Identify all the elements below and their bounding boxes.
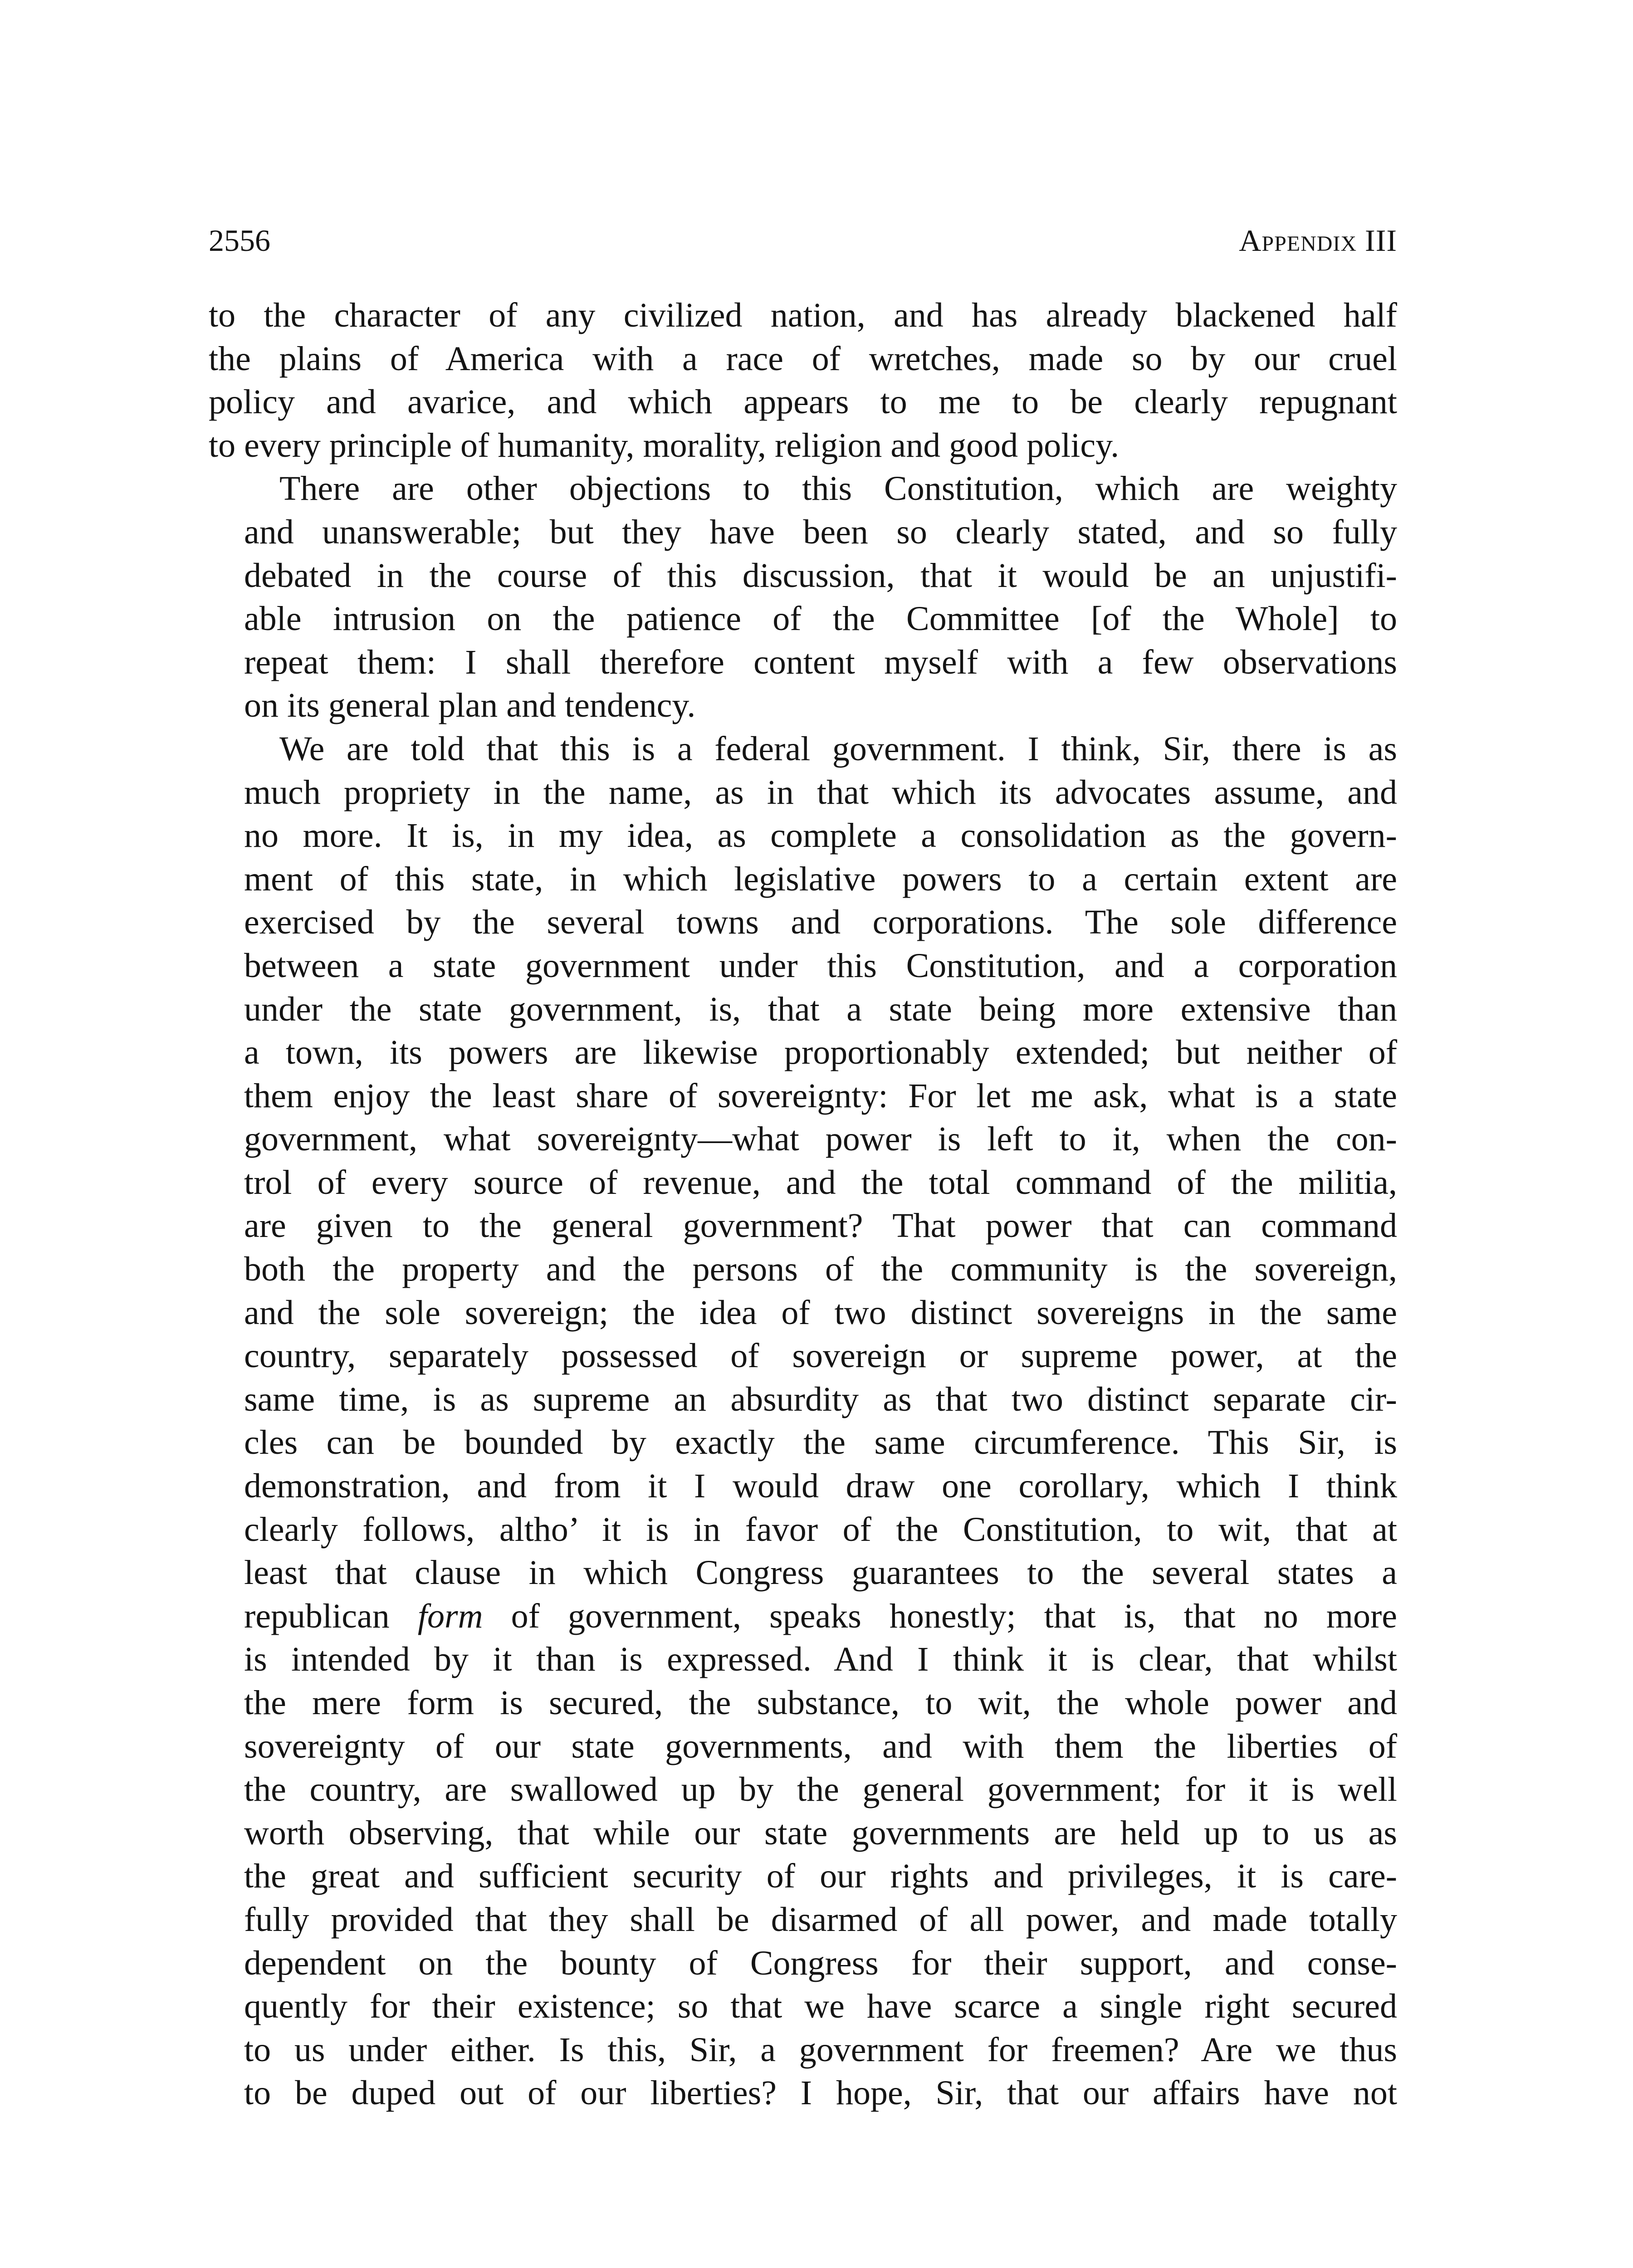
text-line: the mere form is secured, the substance, to wit, the whole power and — [244, 1684, 1397, 1722]
text-line: to every principle of humanity, morality, religion and good policy. — [209, 426, 1120, 464]
text-line: to the character of any civilized nation, and has already blackened half — [209, 296, 1397, 334]
text-line: them enjoy the least share of sovereignty: For let me ask, what is a state — [244, 1076, 1397, 1115]
text-line: much propriety in the name, as in that which its advocates assume, and — [244, 773, 1397, 811]
document-page — [209, 213, 1397, 2115]
text-line: fully provided that they shall be disarmed of all power, and made totally — [244, 1900, 1397, 1939]
text-line: We are told that this is a federal government. I think, Sir, there is as — [279, 729, 1397, 768]
running-header — [209, 213, 1397, 268]
text-line: to be duped out of our liberties? I hope, Sir, that our affairs have not — [244, 2074, 1397, 2112]
text-line: policy and avarice, and which appears to me to be clearly repugnant — [209, 383, 1397, 421]
text-line: a town, its powers are likewise proportionably extended; but neither of — [244, 1033, 1397, 1072]
body-text — [209, 294, 1397, 2115]
text-line: able intrusion on the patience of the Committee [of the Whole] to — [244, 600, 1397, 638]
text-line: and unanswerable; but they have been so clearly stated, and so fully — [244, 513, 1397, 551]
text-line: clearly follows, altho’ it is in favor of the Constitution, to wit, that at — [244, 1510, 1397, 1549]
text-line: dependent on the bounty of Congress for their support, and conse- — [244, 1944, 1397, 1982]
text-line: both the property and the persons of the community is the sovereign, — [244, 1250, 1397, 1289]
text-line: debated in the course of this discussion, that it would be an unjustifi- — [244, 556, 1397, 595]
text-line: on its general plan and tendency. — [244, 686, 696, 725]
text-line: to us under either. Is this, Sir, a government for freemen? Are we thus — [244, 2030, 1397, 2069]
text-line: quently for their existence; so that we have scarce a single right secured — [244, 1987, 1397, 2026]
text-line: same time, is as supreme an absurdity as that two distinct separate cir- — [244, 1380, 1397, 1418]
paragraph-2 — [209, 467, 1397, 728]
paragraph-1 — [209, 294, 1397, 467]
text-line: There are other objections to this Constitution, which are weighty — [279, 469, 1397, 508]
text-line: between a state government under this Constitution, and a corporation — [244, 946, 1397, 985]
page-number: 2556 — [209, 223, 270, 258]
text-line: least that clause in which Congress guarantees to the several states a — [244, 1554, 1397, 1592]
text-line: repeat them: I shall therefore content myself with a few observations — [244, 643, 1397, 681]
text-line: and the sole sovereign; the idea of two distinct sovereigns in the same — [244, 1293, 1397, 1332]
paragraph-3 — [209, 728, 1397, 2115]
text-line: demonstration, and from it I would draw one corollary, which I think — [244, 1467, 1397, 1505]
text-line: ment of this state, in which legislative powers to a certain extent are — [244, 860, 1397, 898]
text-line: trol of every source of revenue, and the total command of the militia, — [244, 1163, 1397, 1202]
text-line: country, separately possessed of sovereign or supreme power, at the — [244, 1337, 1397, 1375]
text-line: no more. It is, in my idea, as complete a consolidation as the govern- — [244, 816, 1397, 855]
text-line: are given to the general government? That power that can command — [244, 1207, 1397, 1245]
text-line: government, what sovereignty—what power is left to it, when the con- — [244, 1120, 1397, 1158]
text-line: the great and sufficient security of our rights and privileges, it is care- — [244, 1857, 1397, 1896]
text-line: the plains of America with a race of wretches, made so by our cruel — [209, 339, 1397, 378]
text-line: is intended by it than is expressed. And I think it is clear, that whilst — [244, 1640, 1397, 1679]
text-line: exercised by the several towns and corporations. The sole difference — [244, 903, 1397, 942]
text-line: cles can be bounded by exactly the same circumference. This Sir, is — [244, 1423, 1397, 1462]
text-line: worth observing, that while our state governments are held up to us as — [244, 1813, 1397, 1852]
text-line: under the state government, is, that a state being more extensive than — [244, 990, 1397, 1028]
section-title: Appendix III — [1239, 223, 1397, 258]
text-line: republican form of government, speaks honestly; that is, that no more — [244, 1597, 1397, 1635]
text-line: the country, are swallowed up by the general government; for it is well — [244, 1770, 1397, 1809]
text-line: sovereignty of our state governments, and with them the liberties of — [244, 1727, 1397, 1765]
